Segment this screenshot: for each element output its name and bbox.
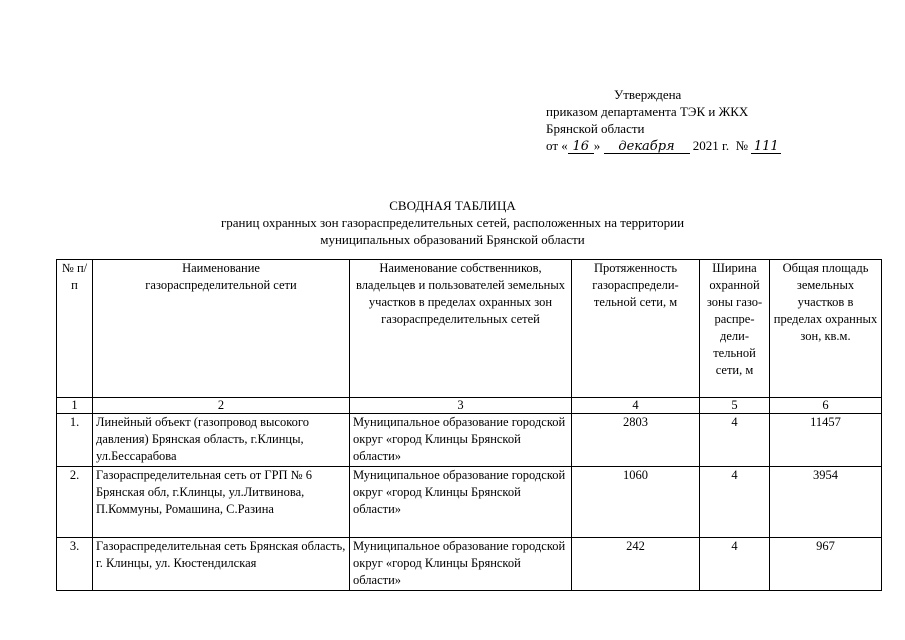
number-sign: №	[735, 138, 749, 153]
order-number: 111	[751, 140, 781, 154]
column-number: 3	[350, 398, 572, 414]
column-number: 1	[57, 398, 93, 414]
column-number: 2	[93, 398, 350, 414]
date-prefix: от «	[546, 138, 568, 153]
document-title	[0, 197, 905, 248]
table-row	[57, 538, 882, 591]
area-value: 3954	[770, 467, 882, 538]
date-year: 2021 г.	[692, 138, 730, 153]
approval-block	[546, 86, 781, 154]
network-name: Линейный объект (газопровод высокого давления) Брянская область, г.Клинцы, ул.Бессарабова	[93, 414, 350, 467]
zone-width-value: 4	[700, 467, 770, 538]
approval-region: Брянской области	[546, 121, 645, 136]
row-number: 3.	[57, 538, 93, 591]
row-number: 2.	[57, 467, 93, 538]
length-value: 1060	[572, 467, 700, 538]
owners: Муниципальное образование городской округ «город Клинцы Брянской области»	[350, 538, 572, 591]
network-name: Газораспределительная сеть Брянская область, г. Клинцы, ул. Кюстендилская	[93, 538, 350, 591]
title-heading: СВОДНАЯ ТАБЛИЦА	[389, 198, 516, 213]
date-month: декабря	[604, 140, 690, 154]
header-number: № п/п	[57, 260, 93, 398]
header-length: Протяженность газораспредели-тельной сети, м	[572, 260, 700, 398]
header-network-name: Наименование газораспределительной сети	[93, 260, 350, 398]
header-owners: Наименование собственников, владельцев и пользователей земельных участков в пределах охранных зон газораспределительных сетей	[350, 260, 572, 398]
summary-table	[56, 259, 882, 591]
approval-date-line	[546, 137, 781, 154]
column-number: 6	[770, 398, 882, 414]
zone-width-value: 4	[700, 414, 770, 467]
column-number: 5	[700, 398, 770, 414]
length-value: 242	[572, 538, 700, 591]
date-mid: »	[593, 138, 601, 153]
zone-width-value: 4	[700, 538, 770, 591]
network-name: Газораспределительная сеть от ГРП № 6 Брянская обл, г.Клинцы, ул.Литвинова, П.Коммуны, Ромашина, С.Разина	[93, 467, 350, 538]
title-subtitle-1: границ охранных зон газораспределительных сетей, расположенных на территории	[220, 215, 685, 230]
date-day: 16	[568, 140, 594, 154]
length-value: 2803	[572, 414, 700, 467]
table-row	[57, 467, 882, 538]
owners: Муниципальное образование городской округ «город Клинцы Брянской области»	[350, 467, 572, 538]
approval-status: Утверждена	[614, 87, 682, 102]
area-value: 967	[770, 538, 882, 591]
header-total-area: Общая площадь земельных участков в пределах охранных зон, кв.м.	[770, 260, 882, 398]
area-value: 11457	[770, 414, 882, 467]
approval-order: приказом департамента ТЭК и ЖКХ	[546, 104, 749, 119]
column-number-row	[57, 398, 882, 414]
title-subtitle-2: муниципальных образований Брянской области	[320, 232, 585, 247]
table-header-row	[57, 260, 882, 398]
column-number: 4	[572, 398, 700, 414]
row-number: 1.	[57, 414, 93, 467]
owners: Муниципальное образование городской округ «город Клинцы Брянской области»	[350, 414, 572, 467]
header-zone-width: Ширина охранной зоны газо-распре-дели-тельной сети, м	[700, 260, 770, 398]
table-row	[57, 414, 882, 467]
